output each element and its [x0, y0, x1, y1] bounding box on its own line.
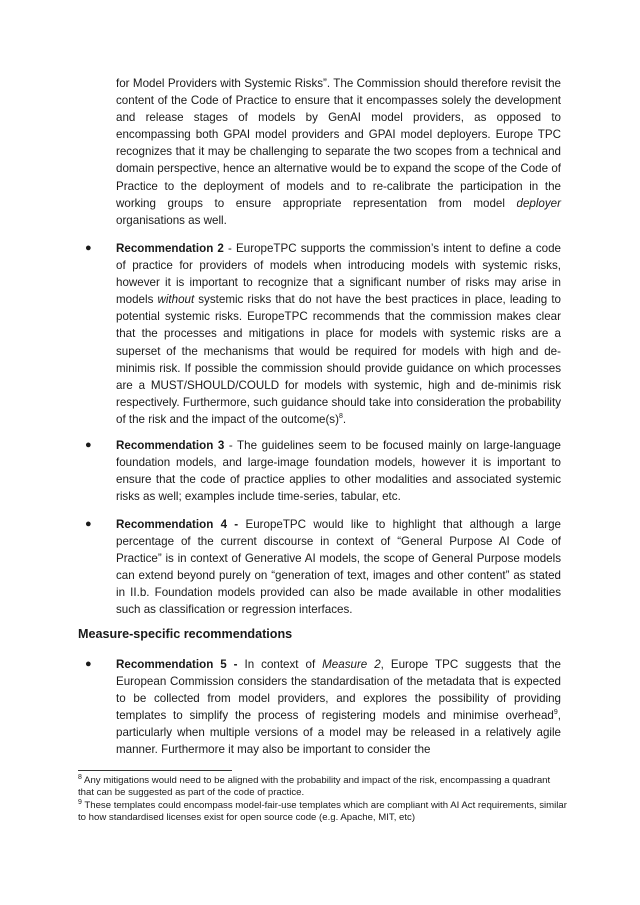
recommendation-4 [116, 516, 561, 619]
bullet-icon: ● [85, 658, 92, 670]
recommendation-4-label: Recommendation 4 - [116, 518, 239, 531]
footnote-8 [78, 775, 568, 798]
recommendation-2 [116, 240, 561, 428]
bullet-icon: ● [85, 242, 92, 254]
footnote-9-number: 9 [78, 798, 82, 806]
recommendation-3-label: Recommendation 3 [116, 439, 225, 452]
intro-paragraph [116, 75, 561, 229]
recommendation-2-label: Recommendation 2 [116, 242, 224, 255]
recommendation-2-text: - EuropeTPC supports the commission’s intent to define a code of practice for providers of models when introducing models with systemic risks, however it is important to recognize that a significant number of risks may arise in models [116, 242, 561, 307]
recommendation-2-text-cont: systemic risks that do not have the best practices in place, leading to potential systemic risks. EuropeTPC recommends that the commission makes clear that the processes and mitigations in place for models with systemic risks are a superset of the mechanisms that would be required for models with high and de-minimis risk. If possible the commission should provide guidance on which processes are a MUST/SHOULD/COULD for models with systemic, high and de-minimis risk respectively. Furthermore, such guidance should take into consideration the probability of the risk and the impact of the outcome(s) [116, 293, 561, 426]
recommendation-5-label: Recommendation 5 - [116, 658, 238, 671]
recommendation-5-text: In context of [237, 658, 323, 671]
recommendation-2-text-end: . [342, 412, 347, 426]
recommendation-5-emphasis: Measure 2 [322, 658, 381, 671]
recommendation-5-text-end: , particularly when multiple versions of a model may be released in a relatively agile manner. Furthermore it may also be important to consider the [116, 709, 561, 757]
footnote-divider [78, 770, 232, 771]
footnote-8-text: Any mitigations would need to be aligned with the probability and impact of the risk, encompassing a quadrant that can be suggested as part of the code of practice. [78, 775, 551, 798]
footnote-ref-9[interactable]: 9 [553, 709, 558, 717]
recommendation-2-emphasis: without [157, 293, 195, 307]
footnote-ref-8[interactable]: 8 [338, 413, 343, 421]
recommendation-4-text: EuropeTPC would like to highlight that although a large percentage of the current discourse in context of “General Purpose AI Code of Practice” is in context of Generative AI models, the scope of General Purpose models can extend beyond purely on “generation of text, images and other content” as stated in II.b. Foundation models provided can also be made available in other modalities such as classification or regression interfaces. [116, 518, 561, 617]
recommendation-3 [116, 437, 561, 505]
intro-text-end: organisations as well. [116, 213, 227, 227]
bullet-icon: ● [85, 518, 92, 530]
footnote-8-number: 8 [78, 773, 82, 781]
intro-text: for Model Providers with Systemic Risks”. The Commission should therefore revisit the content of the Code of Practice to ensure that it encompasses solely the development and release stages of models by GenAI model providers, as opposed to encompassing both GPAI model providers and GPAI model deployers. Europe TPC recognizes that it may be challenging to separate the two scopes from a technical and domain perspective, hence an alternative would be to expand the scope of the Code of Practice to the deployment of models and to re-calibrate the participation in the working groups to ensure appropriate representation from model [116, 77, 561, 210]
recommendation-5-text-cont: , Europe TPC suggests that the European Commission considers the standardisation of the metadata that is expected to be collected from model providers, and explores the possibility of providing templates to simplify the process of registering models and minimise overhead [116, 658, 561, 723]
recommendation-5 [116, 656, 561, 759]
intro-emphasis: deployer [516, 196, 561, 210]
recommendation-3-text: - The guidelines seem to be focused mainly on large-language foundation models, and large-image foundation models, however it is important to ensure that the code of practice applies to other modalities and associated systemic risks as well; examples include time-series, tabular, etc. [116, 439, 561, 504]
footnote-9 [78, 800, 568, 823]
bullet-icon: ● [85, 439, 92, 451]
footnote-9-text: These templates could encompass model-fair-use templates which are compliant with AI Act requirements, similar to how standardised licenses exist for open source code (e.g. Apache, MIT, etc) [78, 800, 567, 823]
section-heading: Measure-specific recommendations [78, 627, 293, 641]
